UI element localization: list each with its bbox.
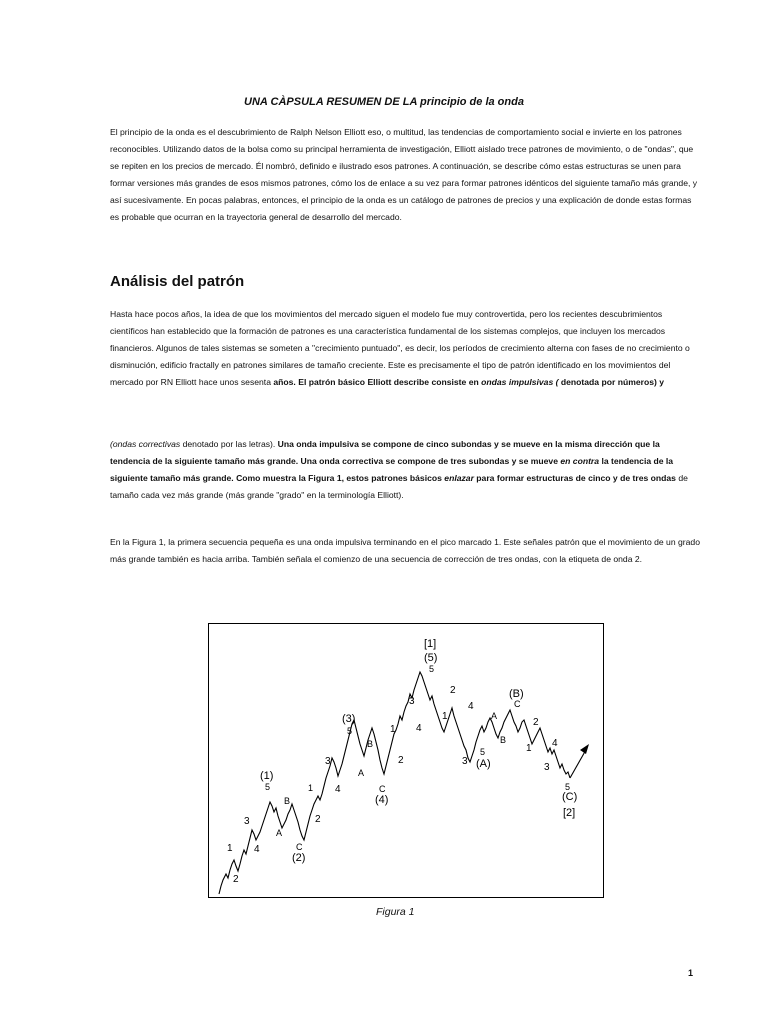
wave-label-iA: A [276, 828, 283, 838]
wave-label-i4: (4) [375, 794, 389, 806]
pattern-paragraph [110, 306, 700, 391]
wave-label-s1: 1 [227, 843, 233, 854]
wave-label-c1: 1 [526, 743, 532, 754]
wave-label-a1: 1 [442, 711, 448, 722]
corrective-italic: (ondas correctivas [110, 439, 181, 449]
wave-label-s2: 2 [233, 874, 239, 885]
pattern-bold-end: denotada por números) y [558, 377, 665, 387]
wave-label-m5: (5) [424, 652, 438, 664]
wave-label-i3: (3) [342, 713, 356, 725]
corrective-text-end: de tamaño cada vez más grande (más grande "grado" en la terminología Elliott). [110, 473, 688, 500]
wave-label-i1: (1) [260, 770, 274, 782]
corrective-text: denotado por las letras). [180, 439, 278, 449]
wave-label-t1: 1 [308, 783, 314, 793]
wave-label-c3: 3 [544, 762, 550, 773]
corrective-italic-2: enlazar [444, 473, 474, 483]
section-heading: Análisis del patrón [110, 273, 245, 290]
pattern-italic-text: ondas impulsivas ( [481, 377, 559, 387]
figure-box [208, 623, 604, 898]
wave-label-jC: C [379, 784, 386, 794]
wave-label-bigB: (B) [509, 688, 524, 700]
wave-label-a2: 2 [450, 685, 456, 696]
intro-paragraph: El principio de la onda es el descubrimiento de Ralph Nelson Elliott eso, o multitud, las tendencias de comportamiento social e invierte en los patrones reconocibles. Utilizando datos de la bolsa como su principal herramienta de investigación, Elliott aislado trece patrones de movimiento, o de "ondas", que se repiten en los precios de mercado. Él nombró, definido e ilustrado esos patrones. A continuación, se describe cómo estas estructuras se unen para formar versiones más grandes de esos mismos patrones, cómo los de enlace a su vez para formar patrones idénticos del siguiente tamaño más grande, y así sucesivamente. En pocas palabras, entonces, el principio de la onda es un catálogo de patrones de precios y una explicación de donde estas formas es probable que ocurran en la trayectoria general de desarrollo del mercado. [110, 127, 698, 222]
corrective-bold: Una onda impulsiva se compone de cinco subondas y se mueve en la misma dirección que la tendencia de la siguiente tamaño más grande. Una onda correctiva se compone de tres subondas y se mueve [110, 439, 660, 466]
wave-label-s4: 4 [254, 844, 260, 855]
wave-label-s3: 3 [244, 816, 250, 827]
wave-label-ba: A [491, 711, 498, 721]
wave-label-u2: 2 [398, 755, 404, 766]
wave-label-i1n: 5 [265, 782, 271, 792]
pattern-text: Hasta hace pocos años, la idea de que los movimientos del mercado siguen el modelo fue muy controvertida, pero los recientes descubrimientos científicos han establecido que la formación de patrones es una característica fundamental de los sistemas complejos, que incluyen los mercados financieros. Algunos de tales sistemas se someten a "crecimiento puntuado", es decir, los períodos de crecimiento alterna con fases de no crecimiento o disminución, edificio fractally en patrones similares de tamaño creciente. Este es precisamente el tipo de patrón identificado en los movimientos del mercado por RN Elliott hace unos sesenta [110, 309, 690, 387]
wave-label-c2: 2 [533, 717, 539, 728]
wave-label-t4: 4 [335, 784, 341, 795]
wave-label-a3: 3 [462, 756, 468, 767]
wave-label-t3: 3 [325, 756, 331, 767]
wave-label-bb: B [500, 735, 507, 745]
wave-label-m2: [2] [563, 807, 576, 819]
wave-label-u3: 3 [409, 696, 415, 707]
wave-label-i3n: 5 [347, 726, 353, 736]
wave-label-a4: 4 [468, 701, 474, 712]
page-number: 1 [688, 968, 694, 978]
wave-label-bigC: (C) [562, 791, 578, 803]
page-title: UNA CÀPSULA RESUMEN DE LA principio de la onda [244, 96, 524, 108]
wave-label-u1: 1 [390, 724, 396, 735]
wave-label-iB: B [284, 796, 291, 806]
corrective-bold-2: la tendencia de la siguiente tamaño más grande. Como muestra la Figura 1, estos patrones básicos [110, 456, 674, 483]
wave-label-m5n: 5 [429, 664, 435, 674]
wave-label-u4: 4 [416, 723, 422, 734]
figure-paragraph: En la Figura 1, la primera secuencia pequeña es una onda impulsiva terminando en el pico marcado 1. Este señales patrón que el movimiento de un grado más grande también es hacia arriba. También señala el comienzo de una secuencia de corrección de tres ondas, con la etiqueta de onda 2. [110, 537, 700, 564]
wave-label-a5: 5 [480, 747, 486, 757]
trend-arrow-head [580, 744, 589, 754]
figure-caption: Figura 1 [376, 906, 415, 918]
wave-label-c5: 5 [565, 782, 571, 792]
wave-label-m1: [1] [424, 638, 437, 650]
wave-label-t2: 2 [315, 814, 321, 825]
elliott-wave-diagram [209, 624, 605, 899]
pattern-bold-text: años. El patrón básico Elliott describe consiste en [273, 377, 482, 387]
wave-label-bc: C [514, 699, 521, 709]
corrective-bold-italic: en contra [560, 456, 600, 466]
wave-label-c4: 4 [552, 738, 558, 749]
wave-label-bigA: (A) [476, 758, 491, 770]
wave-label-jB: B [367, 739, 374, 749]
wave-label-i2: (2) [292, 852, 306, 864]
corrective-bold-3: para formar estructuras de cinco y de tres ondas [473, 473, 676, 483]
wave-label-iC: C [296, 842, 303, 852]
corrective-paragraph [110, 436, 700, 504]
wave-label-jA: A [358, 768, 365, 778]
